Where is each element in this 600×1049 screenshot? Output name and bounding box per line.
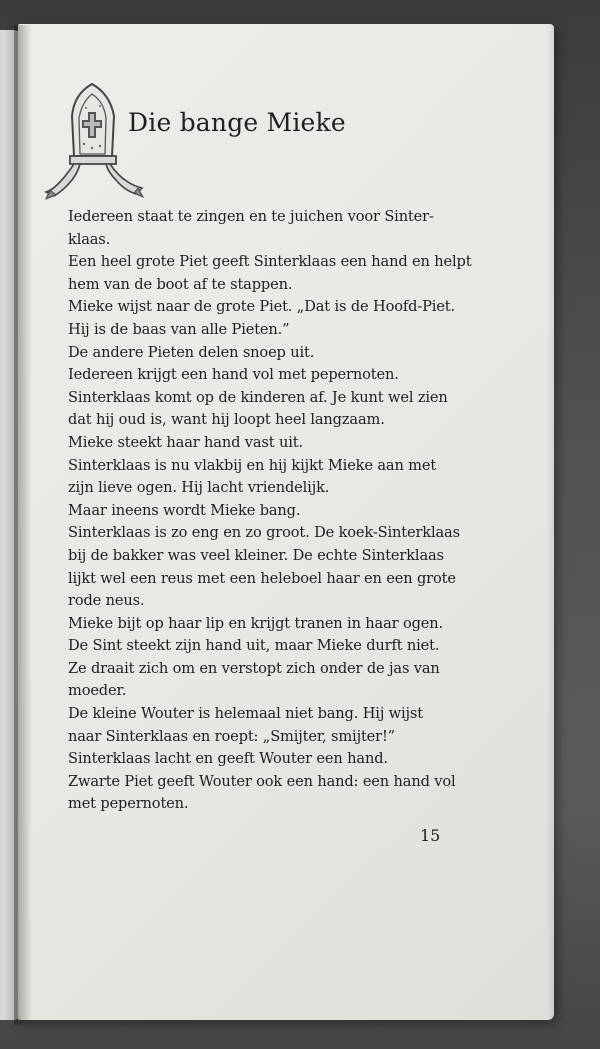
chapter-title: Die bange Mieke bbox=[128, 108, 346, 137]
text-line: naar Sinterklaas en roept: „Smijter, smijter!” bbox=[68, 727, 395, 745]
text-line: Iedereen staat te zingen en te juichen voor Sinter- bbox=[68, 208, 434, 225]
text-line: Hij is de baas van alle Pieten.” bbox=[68, 320, 290, 338]
text-line: Mieke bijt op haar lip en krijgt tranen in haar ogen. bbox=[68, 614, 444, 632]
text-line: Maar ineens wordt Mieke bang. bbox=[68, 501, 301, 519]
text-line: De kleine Wouter is helemaal niet bang. Hij wijst bbox=[68, 705, 423, 723]
text-line: Sinterklaas is nu vlakbij en hij kijkt Mieke aan met bbox=[68, 456, 437, 474]
text-line: Mieke wijst naar de grote Piet. „Dat is de Hoofd-Piet. bbox=[68, 298, 455, 316]
chapter-header bbox=[44, 76, 444, 206]
text-line: bij de bakker was veel kleiner. De echte Sinterklaas bbox=[68, 546, 444, 564]
text-line: Sinterklaas is zo eng en zo groot. De koek-Sinterklaas bbox=[68, 524, 460, 542]
mitre-icon bbox=[44, 76, 144, 201]
text-line: Zwarte Piet geeft Wouter ook een hand: een hand vol bbox=[68, 772, 456, 790]
page-edge bbox=[546, 24, 554, 1020]
text-line: met pepernoten. bbox=[68, 795, 189, 813]
story-text bbox=[68, 206, 508, 816]
page-number: 15 bbox=[420, 826, 441, 845]
text-line: moeder. bbox=[68, 682, 127, 700]
text-line: Iedereen krijgt een hand vol met pepernoten. bbox=[68, 366, 399, 384]
text-line: lijkt wel een reus met een heleboel haar en een grote bbox=[68, 569, 456, 587]
text-line: Ze draait zich om en verstopt zich onder de jas van bbox=[68, 659, 440, 677]
text-line: zijn lieve ogen. Hij lacht vriendelijk. bbox=[68, 479, 330, 497]
text-line: De andere Pieten delen snoep uit. bbox=[68, 343, 315, 361]
text-line: hem van de boot af te stappen. bbox=[68, 275, 293, 293]
text-line: Sinterklaas lacht en geeft Wouter een hand. bbox=[68, 750, 388, 768]
text-line: Een heel grote Piet geeft Sinterklaas een hand en helpt bbox=[68, 253, 472, 271]
text-line: Sinterklaas komt op de kinderen af. Je kunt wel zien bbox=[68, 388, 448, 406]
text-line: De Sint steekt zijn hand uit, maar Mieke durft niet. bbox=[68, 637, 440, 655]
text-line: dat hij oud is, want hij loopt heel langzaam. bbox=[68, 411, 385, 429]
text-line: Mieke steekt haar hand vast uit. bbox=[68, 433, 303, 451]
book-page bbox=[18, 24, 554, 1020]
spine-shadow bbox=[14, 25, 32, 1025]
text-line: klaas. bbox=[68, 230, 111, 248]
text-line: rode neus. bbox=[68, 592, 145, 610]
